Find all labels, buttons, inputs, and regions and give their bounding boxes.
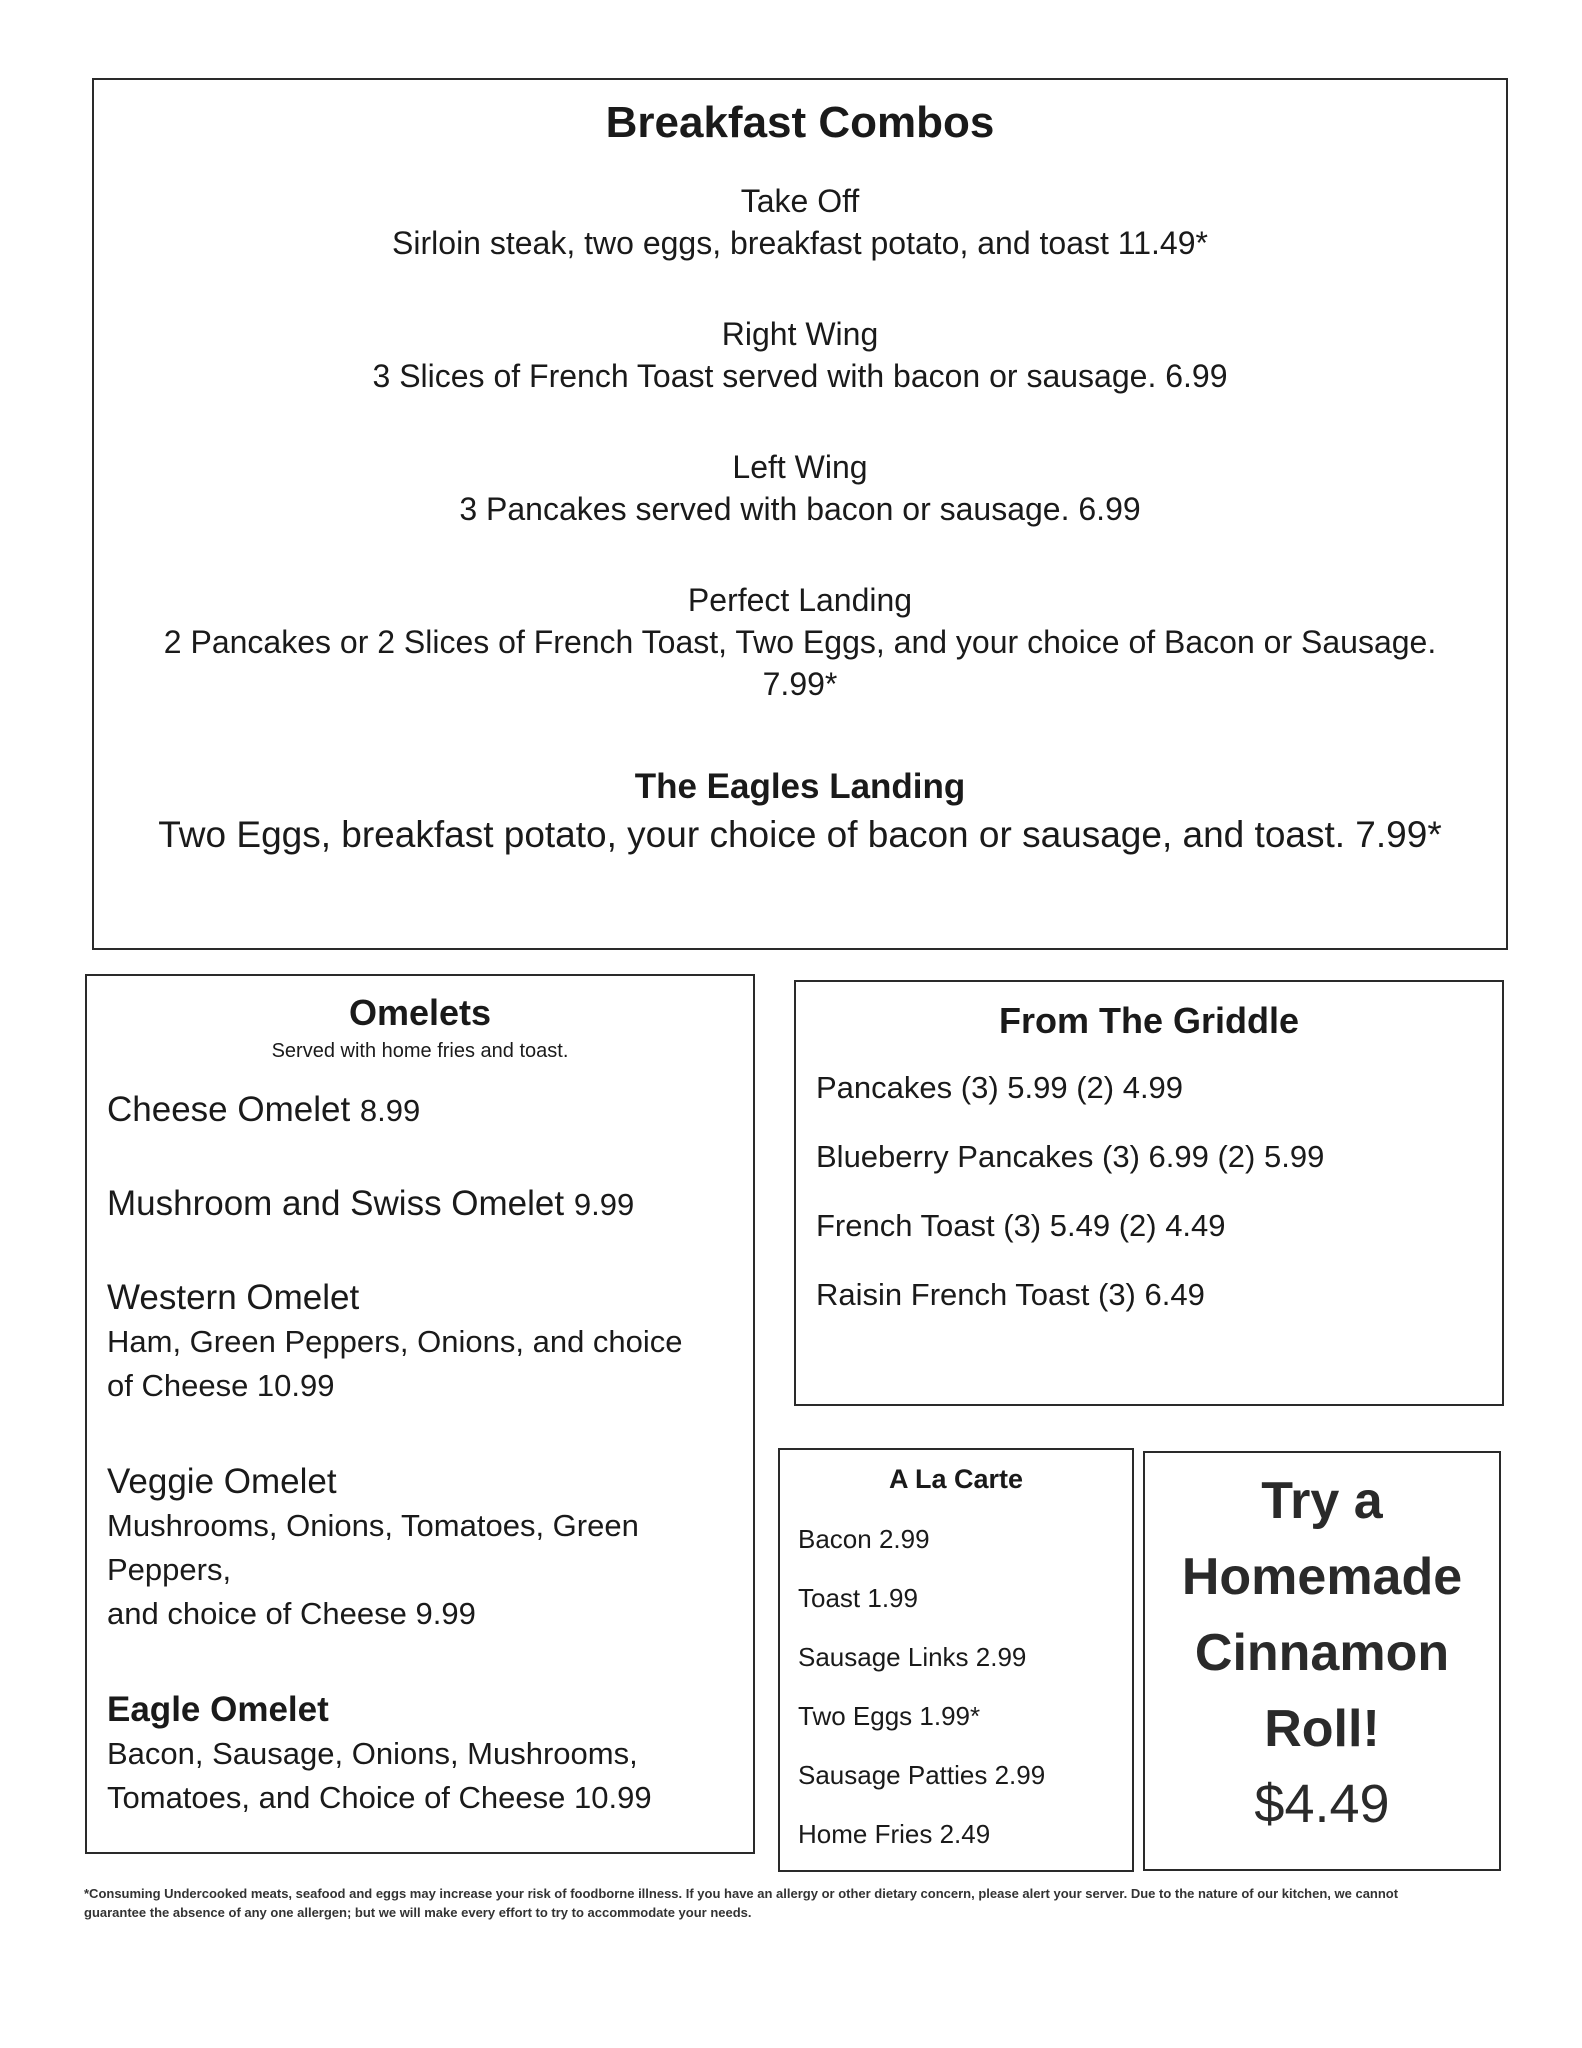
omelet-cheese <box>107 1088 739 1133</box>
omelet-desc: Tomatoes, and Choice of Cheese 10.99 <box>107 1780 652 1815</box>
promo-line: Homemade <box>1181 1548 1463 1606</box>
a-la-carte-item: Toast 1.99 <box>798 1583 918 1613</box>
omelet-desc: Bacon, Sausage, Onions, Mushrooms, <box>107 1736 638 1771</box>
omelet-price: 9.99 <box>573 1187 635 1222</box>
combo-desc: Two Eggs, breakfast potato, your choice of bacon or sausage, and toast. 7.99* <box>158 814 1442 855</box>
omelets-section <box>85 974 755 1854</box>
a-la-carte-item: Home Fries 2.49 <box>798 1819 991 1849</box>
combo-right-wing <box>94 313 1506 397</box>
omelet-desc: Ham, Green Peppers, Onions, and choice <box>107 1324 683 1359</box>
combo-left-wing <box>94 446 1506 530</box>
a-la-carte-item: Bacon 2.99 <box>798 1524 930 1554</box>
a-la-carte-title: A La Carte <box>888 1464 1024 1494</box>
combo-name: Perfect Landing <box>687 582 913 618</box>
omelet-desc: of Cheese 10.99 <box>107 1368 335 1403</box>
omelet-name: Cheese Omelet <box>107 1090 351 1129</box>
omelets-subtitle: Served with home fries and toast. <box>271 1040 569 1062</box>
a-la-carte-item: Sausage Patties 2.99 <box>798 1760 1046 1790</box>
combo-desc: 2 Pancakes or 2 Slices of French Toast, Two Eggs, and your choice of Bacon or Sausage. <box>163 624 1437 660</box>
promo-line: Try a <box>1261 1472 1383 1530</box>
combo-price: 7.99* <box>762 666 838 702</box>
combo-desc: Sirloin steak, two eggs, breakfast potato, and toast 11.49* <box>392 225 1208 261</box>
combo-name: The Eagles Landing <box>634 767 966 806</box>
omelets-title: Omelets <box>348 992 492 1033</box>
omelet-veggie <box>107 1460 739 1636</box>
griddle-item: Blueberry Pancakes (3) 6.99 (2) 5.99 <box>816 1139 1325 1174</box>
footnote-line: *Consuming Undercooked meats, seafood and eggs may increase your risk of foodborne illness. If you have an allergy or other dietary concern, please alert your server. Due to the nature of our kitchen, we cannot <box>84 1886 1399 1901</box>
griddle-item: Pancakes (3) 5.99 (2) 4.99 <box>816 1070 1184 1105</box>
combos-title: Breakfast Combos <box>605 98 995 147</box>
allergy-footnote <box>84 1884 1484 1922</box>
promo-price: $4.49 <box>1254 1774 1390 1834</box>
griddle-item: Raisin French Toast (3) 6.49 <box>816 1277 1205 1312</box>
combo-perfect-landing <box>94 579 1506 705</box>
combo-name: Right Wing <box>721 316 879 352</box>
combo-desc: 3 Slices of French Toast served with bacon or sausage. 6.99 <box>372 358 1228 394</box>
promo-line: Cinnamon <box>1194 1624 1450 1682</box>
cinnamon-roll-promo <box>1143 1451 1501 1871</box>
griddle-section <box>794 980 1504 1406</box>
omelet-western <box>107 1276 739 1408</box>
griddle-item: French Toast (3) 5.49 (2) 4.49 <box>816 1208 1226 1243</box>
promo-line: Roll! <box>1264 1700 1380 1758</box>
combo-eagles-landing <box>94 764 1506 860</box>
omelet-name: Eagle Omelet <box>107 1690 329 1729</box>
omelet-name: Western Omelet <box>107 1278 360 1317</box>
a-la-carte-item: Sausage Links 2.99 <box>798 1642 1027 1672</box>
omelet-desc: and choice of Cheese 9.99 <box>107 1596 476 1631</box>
omelet-desc: Mushrooms, Onions, Tomatoes, Green <box>107 1508 639 1543</box>
combo-name: Take Off <box>740 183 860 219</box>
footnote-line: guarantee the absence of any one allergen; but we will make every effort to try to accommodate your needs. <box>84 1905 752 1920</box>
breakfast-combos-section <box>92 78 1508 950</box>
griddle-title: From The Griddle <box>998 1000 1300 1041</box>
combo-name: Left Wing <box>732 449 868 485</box>
combo-desc: 3 Pancakes served with bacon or sausage. 6.99 <box>459 491 1141 527</box>
omelet-price: 8.99 <box>359 1093 421 1128</box>
combo-take-off <box>94 180 1506 264</box>
omelet-name: Veggie Omelet <box>107 1462 337 1501</box>
omelet-eagle <box>107 1688 739 1820</box>
omelet-name: Mushroom and Swiss Omelet <box>107 1184 565 1223</box>
a-la-carte-section <box>778 1448 1134 1872</box>
omelet-mushroom-swiss <box>107 1182 739 1227</box>
omelet-desc: Peppers, <box>107 1552 232 1587</box>
a-la-carte-item: Two Eggs 1.99* <box>798 1701 981 1731</box>
